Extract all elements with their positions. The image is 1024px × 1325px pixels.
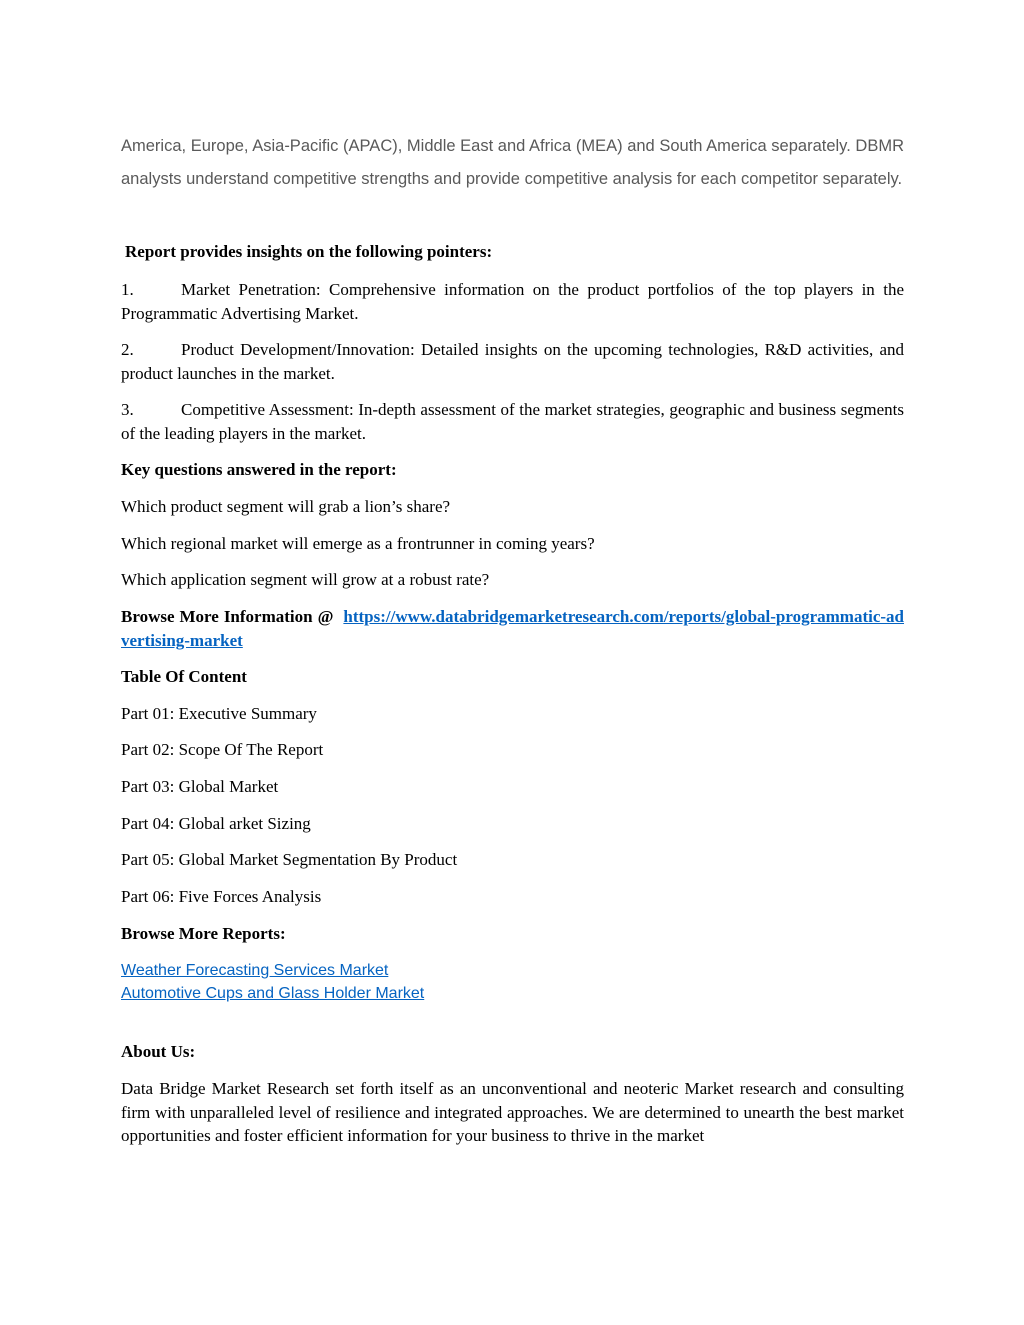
browse-info-label: Browse More Information @ [121,607,334,626]
question-item: Which regional market will emerge as a frontrunner in coming years? [121,534,595,553]
document-page [121,130,905,1145]
report-links-list [121,959,904,1005]
about-paragraph: Data Bridge Market Research set forth itself as an unconventional and neoteric Market research and consulting firm with unparalleled level of resilience and integrated approaches. We are determined to unearth the best market opportunities and foster efficient information for your business to thrive in the market [121,1079,904,1145]
toc-item: Part 05: Global Market Segmentation By Product [121,850,458,869]
pointer-item [121,338,904,385]
toc-item: Part 03: Global Market [121,777,279,796]
toc-item: Part 02: Scope Of The Report [121,740,324,759]
browse-reports-heading: Browse More Reports: [121,924,286,943]
pointer-text: Product Development/Innovation: Detailed insights on the upcoming technologies, R&D activities, and product launches in the market. [121,340,904,383]
pointer-number: 3. [121,400,134,419]
toc-item: Part 01: Executive Summary [121,704,317,723]
pointer-text: Market Penetration: Comprehensive information on the product portfolios of the top players in the Programmatic Advertising Market. [121,280,904,323]
key-questions-heading: Key questions answered in the report: [121,460,397,479]
pointer-item [121,278,904,325]
pointer-text: Competitive Assessment: In-depth assessment of the market strategies, geographic and business segments of the leading players in the market. [121,400,904,443]
question-item: Which application segment will grow at a robust rate? [121,570,490,589]
toc-heading: Table Of Content [121,667,247,686]
toc-item: Part 06: Five Forces Analysis [121,887,322,906]
pointer-number: 1. [121,280,134,299]
report-link-weather-forecasting[interactable]: Weather Forecasting Services Market [121,962,389,979]
pointer-number: 2. [121,340,134,359]
browse-info-line [121,605,904,652]
pointer-item [121,398,904,445]
report-link-automotive-cups[interactable]: Automotive Cups and Glass Holder Market [121,985,425,1002]
question-item: Which product segment will grab a lion’s share? [121,497,451,516]
about-heading: About Us: [121,1042,196,1061]
pointers-section [121,240,904,264]
intro-paragraph: America, Europe, Asia-Pacific (APAC), Middle East and Africa (MEA) and South America separately. DBMR analysts understand competitive strengths and provide competitive analysis for each competitor separately. [121,137,904,188]
pointers-heading: Report provides insights on the following pointers: [125,242,493,261]
browse-info-link[interactable]: https://www.databridgemarketresearch.com/reports/global-programmatic-advertising-market [121,607,905,650]
toc-item: Part 04: Global arket Sizing [121,814,311,833]
